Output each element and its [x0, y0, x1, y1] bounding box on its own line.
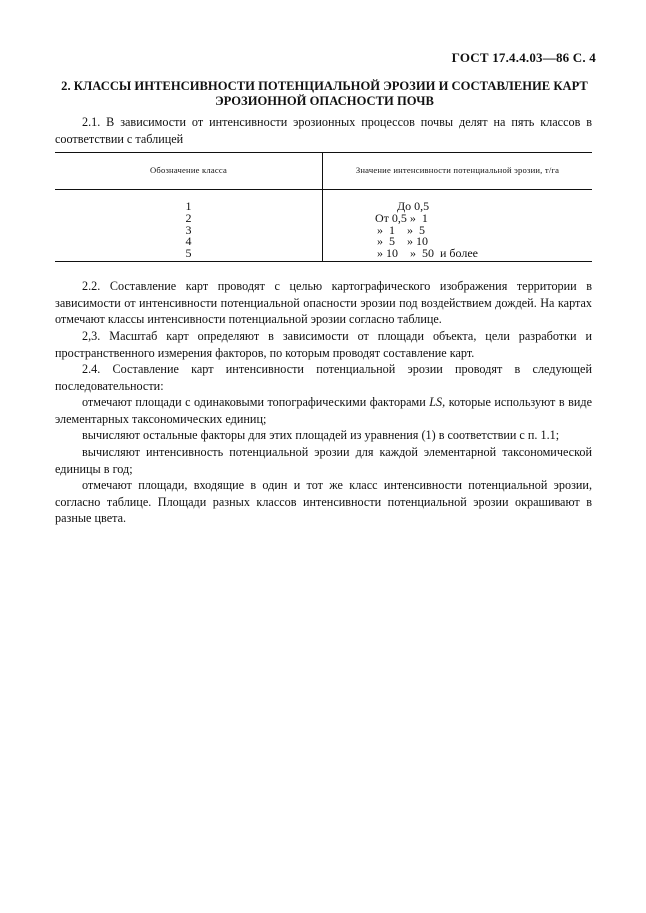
step-1-text-before: отмечают площади с одинаковыми топографическими факторами [82, 395, 430, 409]
table-class-column [55, 201, 322, 260]
section-title-line-1: 2. КЛАССЫ ИНТЕНСИВНОСТИ ПОТЕНЦИАЛЬНОЙ ЭРОЗИИ И СОСТАВЛЕНИЕ КАРТ [61, 79, 588, 93]
step-1 [55, 394, 592, 427]
table-cell-class: 3 [185, 222, 192, 237]
table-top-rule [55, 152, 592, 153]
table-header-rule [55, 189, 592, 190]
table-cell-class: 2 [185, 210, 192, 225]
table-cell-value: От 0,5 » 1 [375, 210, 428, 225]
paragraph-2-1: 2.1. В зависимости от интенсивности эрозионных процессов почвы делят на пять классов в соответствии с таблицей [55, 115, 592, 146]
ls-factor: LS, [429, 395, 446, 409]
step-4: отмечают площади, входящие в один и тот же класс интенсивности потенциальной эрозии, согласно таблице. Площади разных классов интенсивности потенциальной эрозии окрашивают в разные цвета. [55, 478, 592, 526]
table-header-value: Значение интенсивности потенциальной эрозии, т/га [355, 165, 560, 175]
paragraph-2-3: 2,3. Масштаб карт определяют в зависимости от площади объекта, цели разработки и пространственного измерения факторов, по которым проводят составление карт. [55, 329, 592, 360]
page-header: ГОСТ 17.4.4.03—86 С. 4 [451, 50, 596, 65]
table-cell-class: 5 [185, 246, 192, 261]
erosion-classes-table [55, 152, 592, 262]
paragraph-2-4: 2.4. Составление карт интенсивности потенциальной эрозии проводят в следующей последовательности: [55, 362, 592, 393]
table-cell-value: До 0,5 [397, 199, 430, 213]
table-bottom-rule [55, 261, 592, 262]
section-title [55, 79, 594, 109]
step-3: вычисляют интенсивность потенциальной эрозии для каждой элементарной таксономической единицы в год; [55, 445, 592, 476]
section-title-line-2: ЭРОЗИОННОЙ ОПАСНОСТИ ПОЧВ [215, 94, 434, 108]
table-cell-class: 1 [185, 199, 192, 213]
step-1-text-after: которые используют в виде элементарных таксономических единиц; [55, 395, 592, 426]
table-header-class: Обозначение класса [149, 165, 228, 175]
table-cell-value: » 5 » 10 [377, 234, 428, 249]
table-cell-value: » 10 » 50 и более [377, 246, 479, 261]
paragraph-2-2: 2.2. Составление карт проводят с целью картографического изображения территории в зависимости от интенсивности потенциальной опасности эрозии под воздействием дождей. На картах отмечают классы интенсивности потенциальной эрозии согласно таблице. [55, 279, 592, 327]
table-cell-value: » 1 » 5 [377, 222, 425, 237]
step-2: вычисляют остальные факторы для этих площадей из уравнения (1) в соответствии с п. 1.1; [82, 428, 560, 442]
table-cell-class: 4 [185, 234, 192, 249]
